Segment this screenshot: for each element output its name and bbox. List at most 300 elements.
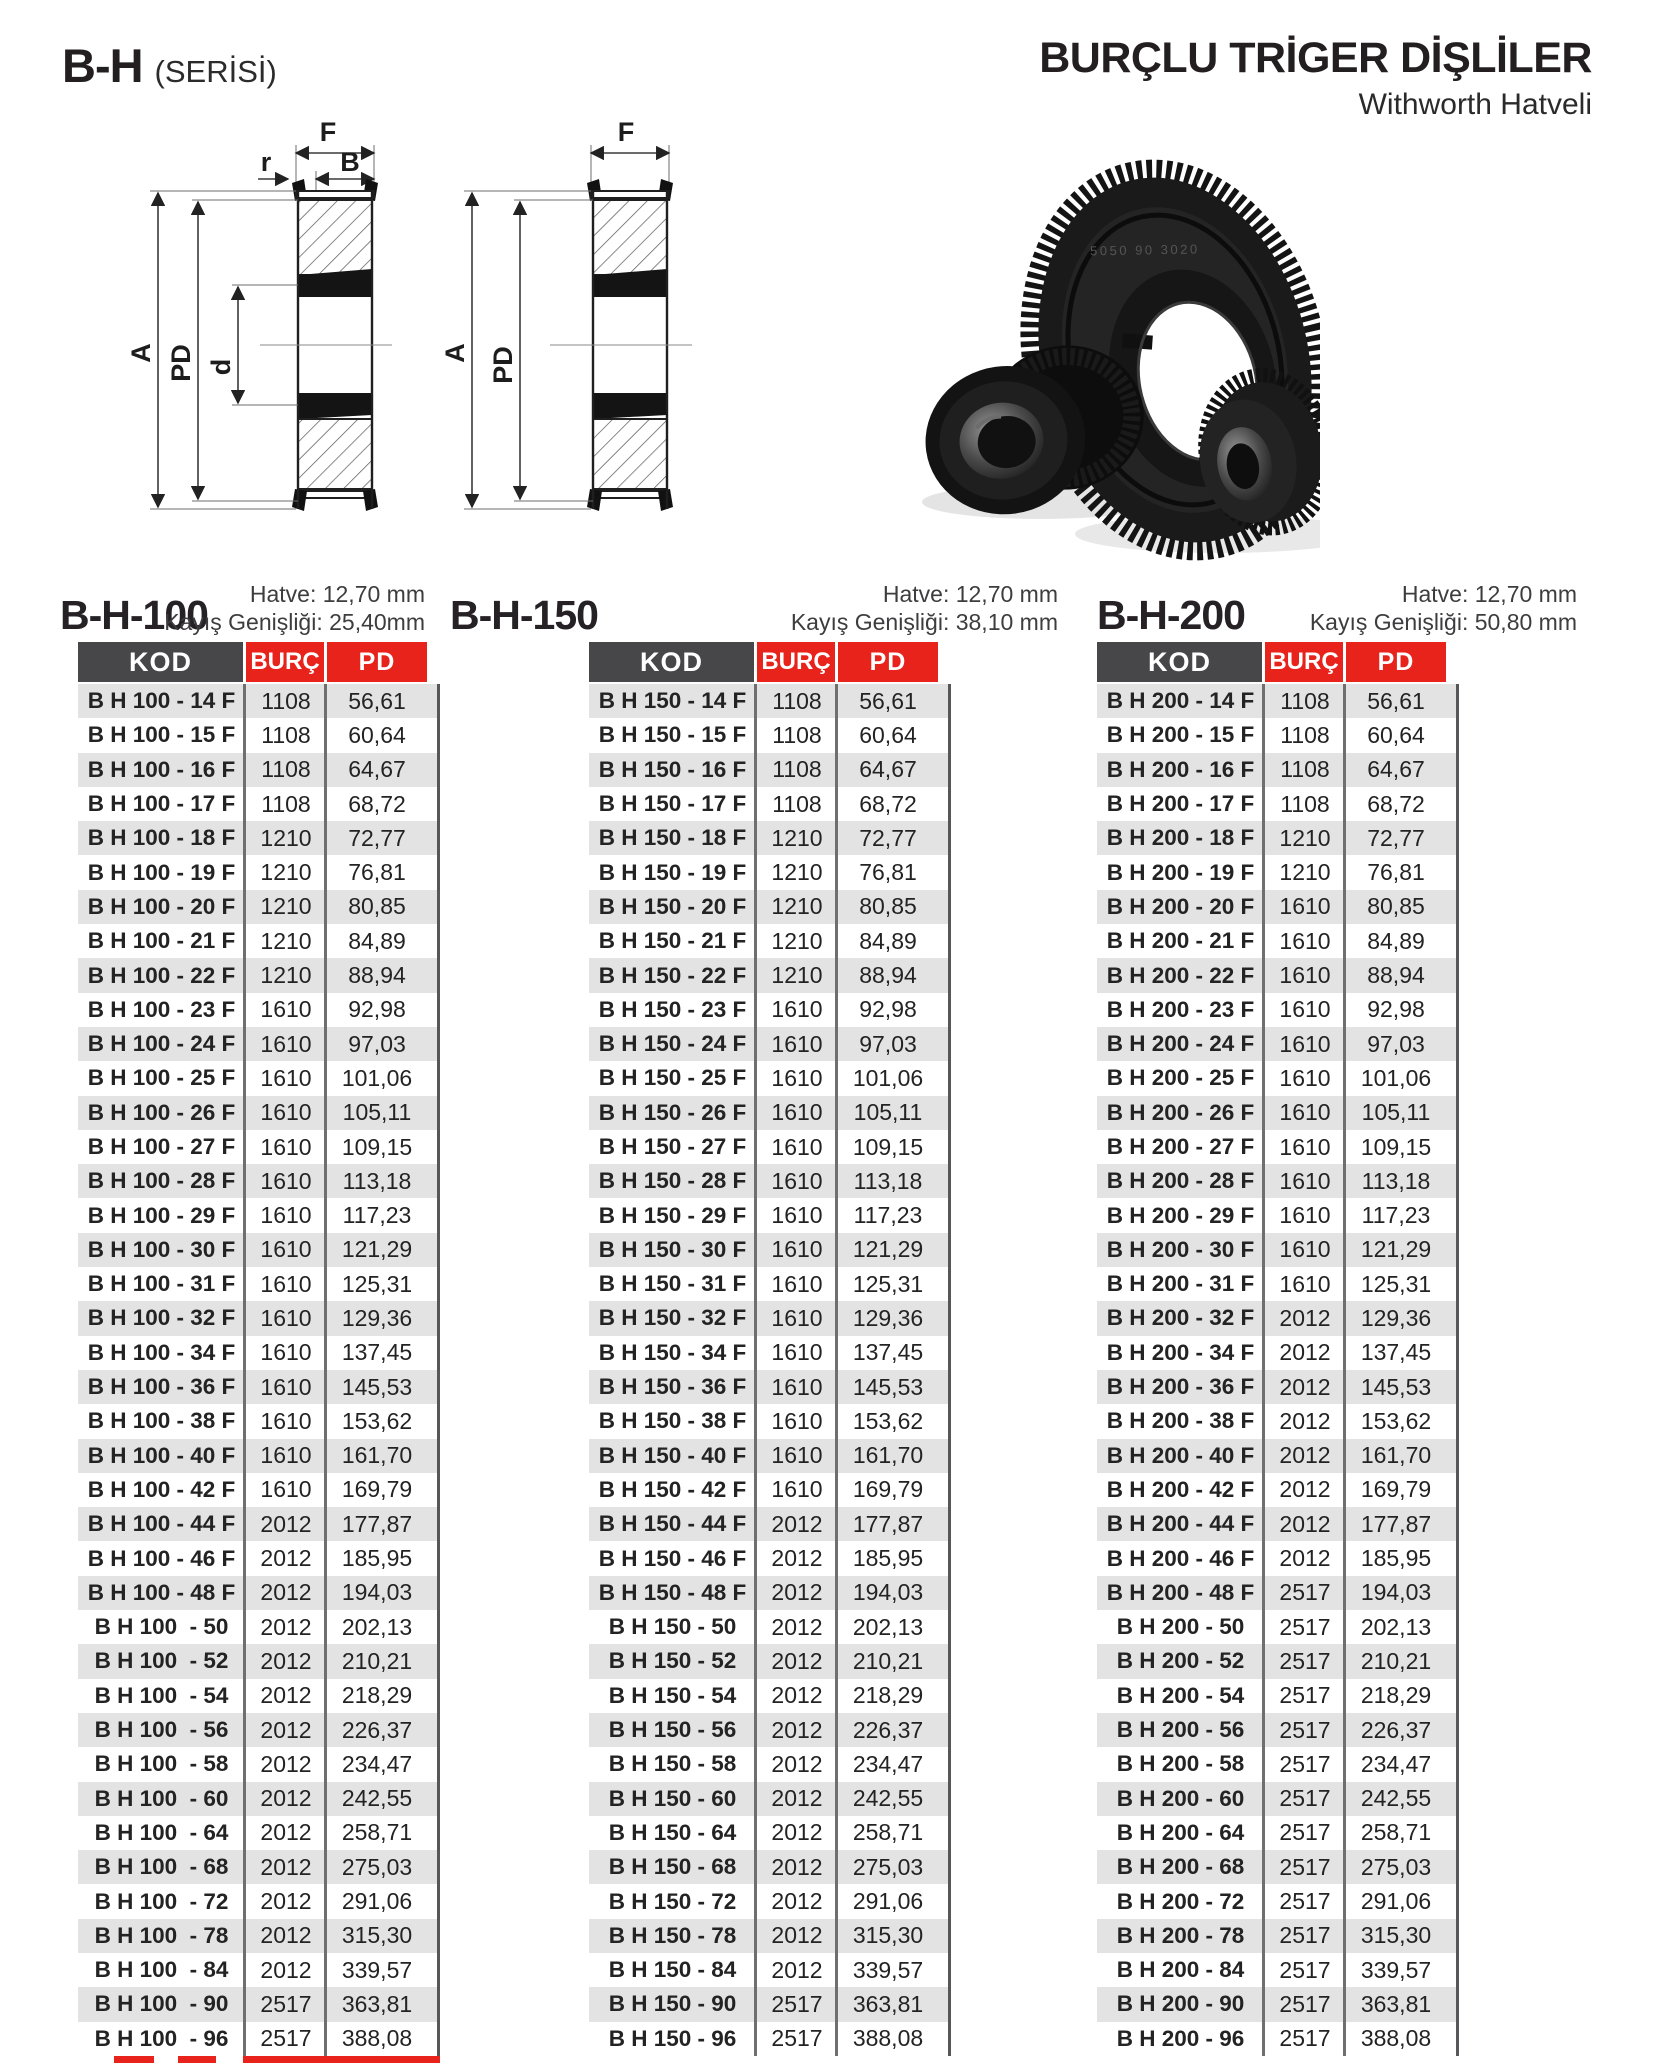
burc-cell: 1210 [771, 927, 823, 954]
page-subtitle: Withworth Hatveli [1358, 88, 1592, 121]
table-row [1097, 1439, 1459, 1473]
pd-cell: 88,94 [1367, 962, 1425, 989]
table-row [1097, 1061, 1459, 1095]
kod-cell: B H 150 - 34 F [598, 1339, 747, 1365]
column-header-kod: KOD [1097, 642, 1262, 682]
table-row [78, 1576, 440, 1610]
table-row [589, 1027, 951, 1061]
kod-cell: B H 100 - 25 F [87, 1065, 236, 1091]
kod-cell: B H 150 - 40 F [598, 1442, 747, 1468]
burc-cell: 1610 [1279, 1133, 1331, 1160]
table-row [1097, 684, 1459, 718]
kod-cell: B H 200 - 50 [1116, 1614, 1245, 1640]
table-row [1097, 1644, 1459, 1678]
burc-cell: 1108 [1280, 721, 1330, 748]
table-row [78, 684, 440, 718]
pd-cell: 113,18 [1361, 1167, 1431, 1194]
burc-cell: 2012 [260, 1922, 312, 1949]
pd-cell: 72,77 [859, 824, 917, 851]
kod-cell: B H 200 - 29 F [1106, 1202, 1255, 1228]
pd-cell: 275,03 [341, 1853, 413, 1880]
burc-cell: 2012 [771, 1956, 823, 1983]
burc-cell: 1108 [1280, 790, 1330, 817]
pd-cell: 339,57 [341, 1956, 413, 1983]
pd-cell: 177,87 [341, 1510, 413, 1537]
pd-cell: 161,70 [852, 1442, 924, 1469]
table-header [589, 642, 951, 682]
pd-cell: 80,85 [859, 893, 917, 920]
table-row [1097, 1541, 1459, 1575]
kod-cell: B H 200 - 54 [1116, 1682, 1245, 1708]
pd-cell: 60,64 [1367, 721, 1425, 748]
burc-cell: 1610 [260, 1442, 312, 1469]
pd-cell: 275,03 [852, 1853, 924, 1880]
burc-cell: 1610 [260, 1202, 312, 1229]
kod-cell: B H 150 - 23 F [598, 996, 747, 1022]
burc-cell: 2012 [260, 1853, 312, 1880]
pd-cell: 109,15 [1360, 1133, 1432, 1160]
pd-cell: 258,71 [1360, 1819, 1432, 1846]
table-title-bh150: B-H-150 [450, 592, 598, 638]
pd-cell: 137,45 [341, 1339, 413, 1366]
kod-cell: B H 150 - 96 [608, 2025, 737, 2051]
table-row [78, 1404, 440, 1438]
burc-cell: 1610 [1279, 1167, 1331, 1194]
table-row [1097, 1027, 1459, 1061]
table-row [1097, 1164, 1459, 1198]
kod-cell: B H 150 - 54 [608, 1682, 737, 1708]
kod-cell: B H 100 - 32 F [87, 1305, 236, 1331]
kod-cell: B H 200 - 68 [1116, 1854, 1245, 1880]
kayis-line: Kayış Genişliği: 38,10 mm [790, 609, 1058, 635]
kod-cell: B H 200 - 72 [1116, 1888, 1245, 1914]
column-divider [835, 684, 838, 2056]
table-row [589, 1713, 951, 1747]
burc-cell: 1610 [260, 1407, 312, 1434]
burc-cell: 2517 [1279, 1888, 1331, 1915]
kod-cell: B H 150 - 18 F [598, 825, 747, 851]
burc-cell: 2517 [1279, 1579, 1331, 1606]
burc-cell: 1210 [260, 824, 312, 851]
pd-cell: 194,03 [1360, 1579, 1432, 1606]
pd-cell: 258,71 [341, 1819, 413, 1846]
table-row [78, 1439, 440, 1473]
burc-cell: 2517 [1279, 1922, 1331, 1949]
burc-cell: 2012 [771, 1613, 823, 1640]
pd-cell: 88,94 [859, 962, 917, 989]
pd-cell: 56,61 [348, 687, 406, 714]
table-header [78, 642, 440, 682]
pd-cell: 388,08 [341, 2025, 413, 2052]
pd-cell: 194,03 [852, 1579, 924, 1606]
pd-cell: 117,23 [853, 1202, 923, 1229]
column-divider [324, 684, 327, 2056]
burc-cell: 1610 [771, 1064, 823, 1091]
burc-cell: 2012 [1279, 1476, 1331, 1503]
kod-cell: B H 100 - 58 [94, 1751, 229, 1777]
burc-cell: 2012 [1279, 1442, 1331, 1469]
pd-cell: 315,30 [1360, 1922, 1432, 1949]
pd-cell: 84,89 [348, 927, 406, 954]
kod-cell: B H 150 - 17 F [598, 791, 747, 817]
burc-cell: 2012 [260, 1750, 312, 1777]
pd-cell: 76,81 [859, 859, 917, 886]
pd-cell: 125,31 [1360, 1270, 1432, 1297]
table-row [78, 1301, 440, 1335]
table-row [78, 787, 440, 821]
table-row [1097, 1507, 1459, 1541]
kod-cell: B H 150 - 38 F [598, 1408, 747, 1434]
pd-cell: 97,03 [348, 1030, 406, 1057]
table-row [1097, 787, 1459, 821]
burc-cell: 1610 [1279, 893, 1331, 920]
pd-cell: 80,85 [1367, 893, 1425, 920]
burc-cell: 1610 [1279, 962, 1331, 989]
table-row [1097, 1919, 1459, 1953]
burc-cell: 1610 [771, 1373, 823, 1400]
kod-cell: B H 150 - 48 F [598, 1579, 747, 1605]
cut-red-mark [243, 2056, 440, 2063]
burc-cell: 2012 [771, 1545, 823, 1572]
kod-cell: B H 100 - 15 F [87, 722, 236, 748]
table-row [1097, 753, 1459, 787]
pd-cell: 202,13 [1360, 1613, 1432, 1640]
pd-cell: 218,29 [1360, 1682, 1432, 1709]
table-row [78, 1679, 440, 1713]
burc-cell: 2517 [771, 2025, 823, 2052]
table-row [589, 1336, 951, 1370]
kod-cell: B H 150 - 32 F [598, 1305, 747, 1331]
kod-cell: B H 100 - 42 F [87, 1476, 236, 1502]
burc-cell: 2012 [260, 1956, 312, 1983]
pd-cell: 202,13 [341, 1613, 413, 1640]
kod-cell: B H 100 - 54 [94, 1682, 229, 1708]
kod-cell: B H 100 - 36 F [87, 1374, 236, 1400]
pd-cell: 109,15 [852, 1133, 924, 1160]
table-row [589, 1267, 951, 1301]
dim-label-b: B [340, 147, 360, 177]
table-header [1097, 642, 1459, 682]
burc-cell: 2012 [771, 1682, 823, 1709]
kod-cell: B H 150 - 52 [608, 1648, 737, 1674]
burc-cell: 1610 [771, 996, 823, 1023]
kod-cell: B H 150 - 22 F [598, 962, 747, 988]
pd-cell: 129,36 [1360, 1304, 1432, 1331]
table-row [78, 993, 440, 1027]
kod-cell: B H 100 - 21 F [87, 928, 236, 954]
table-row [589, 2022, 951, 2056]
burc-cell: 2012 [1279, 1545, 1331, 1572]
table-row [78, 1850, 440, 1884]
table-row [1097, 1679, 1459, 1713]
burc-cell: 1210 [260, 962, 312, 989]
kod-cell: B H 150 - 56 [608, 1717, 737, 1743]
table-row [78, 1782, 440, 1816]
table-row [78, 1233, 440, 1267]
pd-cell: 105,11 [853, 1099, 923, 1126]
table-row [78, 718, 440, 752]
burc-cell: 2517 [260, 1990, 312, 2017]
burc-cell: 1610 [1279, 1270, 1331, 1297]
burc-cell: 1108 [772, 756, 822, 783]
burc-cell: 1610 [1279, 1236, 1331, 1263]
table-row [78, 1919, 440, 1953]
pd-cell: 117,23 [1361, 1202, 1431, 1229]
table-row [589, 1370, 951, 1404]
table-row [78, 1473, 440, 1507]
table-body [589, 684, 951, 2056]
burc-cell: 2517 [1279, 1785, 1331, 1812]
burc-cell: 2012 [260, 1510, 312, 1537]
table-row [1097, 1198, 1459, 1232]
pd-cell: 339,57 [852, 1956, 924, 1983]
kod-cell: B H 150 - 68 [608, 1854, 737, 1880]
burc-cell: 1210 [260, 927, 312, 954]
pd-cell: 92,98 [348, 996, 406, 1023]
kod-cell: B H 100 - 72 [94, 1888, 229, 1914]
kod-cell: B H 200 - 48 F [1106, 1579, 1255, 1605]
kod-cell: B H 200 - 58 [1116, 1751, 1245, 1777]
pd-cell: 226,37 [341, 1716, 413, 1743]
kod-cell: B H 200 - 32 F [1106, 1305, 1255, 1331]
burc-cell: 1610 [771, 1339, 823, 1366]
pd-cell: 315,30 [341, 1922, 413, 1949]
column-divider [1343, 684, 1346, 2056]
pd-cell: 194,03 [341, 1579, 413, 1606]
burc-cell: 1610 [1279, 1064, 1331, 1091]
pd-cell: 210,21 [1360, 1647, 1432, 1674]
pd-cell: 76,81 [348, 859, 406, 886]
table-row [589, 1404, 951, 1438]
burc-cell: 2012 [260, 1716, 312, 1743]
burc-cell: 1610 [771, 1236, 823, 1263]
table-row [589, 1301, 951, 1335]
burc-cell: 1610 [1279, 927, 1331, 954]
table-row [78, 1061, 440, 1095]
kod-cell: B H 150 - 29 F [598, 1202, 747, 1228]
table-row [78, 1953, 440, 1987]
dim-label-pd2: PD [488, 346, 518, 384]
table-row [589, 993, 951, 1027]
table-row [1097, 1267, 1459, 1301]
dim-label-d: d [206, 358, 236, 376]
burc-cell: 1610 [260, 1167, 312, 1194]
pd-cell: 226,37 [852, 1716, 924, 1743]
burc-cell: 1210 [771, 859, 823, 886]
table-row [589, 958, 951, 992]
table-row [1097, 1713, 1459, 1747]
kod-cell: B H 100 - 20 F [87, 893, 236, 919]
kod-cell: B H 100 - 96 [94, 2025, 229, 2051]
table-row [1097, 1987, 1459, 2021]
burc-cell: 2012 [260, 1579, 312, 1606]
pd-cell: 234,47 [341, 1750, 413, 1777]
burc-cell: 2517 [1279, 1990, 1331, 2017]
kod-cell: B H 200 - 36 F [1106, 1374, 1255, 1400]
pd-cell: 84,89 [1367, 927, 1425, 954]
kod-cell: B H 100 - 64 [94, 1819, 229, 1845]
table-row [78, 2022, 440, 2056]
pd-cell: 129,36 [852, 1304, 924, 1331]
table-row [78, 1987, 440, 2021]
table-row [589, 1610, 951, 1644]
table-row [589, 1679, 951, 1713]
kod-cell: B H 200 - 15 F [1106, 722, 1255, 748]
pd-cell: 210,21 [341, 1647, 413, 1674]
kod-cell: B H 100 - 50 [94, 1614, 229, 1640]
pd-cell: 109,15 [341, 1133, 413, 1160]
kod-cell: B H 150 - 28 F [598, 1168, 747, 1194]
kod-cell: B H 100 - 23 F [87, 996, 236, 1022]
kod-cell: B H 150 - 26 F [598, 1099, 747, 1125]
table-row [1097, 1884, 1459, 1918]
pd-cell: 153,62 [852, 1407, 924, 1434]
pd-cell: 202,13 [852, 1613, 924, 1640]
pd-cell: 56,61 [1367, 687, 1425, 714]
dim-label-pd: PD [166, 344, 196, 382]
pd-cell: 363,81 [1360, 1990, 1432, 2017]
dim-label-f: F [319, 117, 337, 147]
pd-cell: 97,03 [1367, 1030, 1425, 1057]
pd-cell: 137,45 [852, 1339, 924, 1366]
table-row [78, 855, 440, 889]
spec-block-bh200 [1237, 580, 1577, 636]
burc-cell: 1610 [771, 1167, 823, 1194]
table-row [1097, 1747, 1459, 1781]
burc-cell: 1610 [260, 1373, 312, 1400]
kod-cell: B H 200 - 21 F [1106, 928, 1255, 954]
kod-cell: B H 100 - 78 [94, 1922, 229, 1948]
table-row [78, 1027, 440, 1061]
kod-cell: B H 100 - 56 [94, 1717, 229, 1743]
table-row [589, 1953, 951, 1987]
hatve-line: Hatve: 12,70 mm [1401, 581, 1577, 607]
table-row [589, 684, 951, 718]
kod-cell: B H 200 - 20 F [1106, 893, 1255, 919]
burc-cell: 1210 [1279, 859, 1331, 886]
table-right-border [948, 684, 951, 2056]
burc-cell: 2012 [260, 1682, 312, 1709]
kod-cell: B H 150 - 27 F [598, 1134, 747, 1159]
pd-cell: 145,53 [341, 1373, 413, 1400]
pd-cell: 80,85 [348, 893, 406, 920]
kod-cell: B H 150 - 14 F [598, 688, 747, 714]
table-row [78, 1336, 440, 1370]
burc-cell: 2517 [1279, 1647, 1331, 1674]
pd-cell: 125,31 [341, 1270, 413, 1297]
burc-cell: 1610 [771, 1133, 823, 1160]
burc-cell: 2012 [260, 1545, 312, 1572]
pd-cell: 339,57 [1360, 1956, 1432, 1983]
table-row [1097, 958, 1459, 992]
table-row [589, 855, 951, 889]
burc-cell: 2517 [1279, 1716, 1331, 1743]
pd-cell: 234,47 [1360, 1750, 1432, 1777]
pd-cell: 113,18 [853, 1167, 923, 1194]
pd-cell: 185,95 [852, 1545, 924, 1572]
kod-cell: B H 100 - 34 F [87, 1339, 236, 1365]
table-row [1097, 1301, 1459, 1335]
kod-cell: B H 200 - 16 F [1106, 756, 1255, 782]
burc-cell: 2012 [1279, 1373, 1331, 1400]
burc-cell: 2012 [771, 1819, 823, 1846]
kod-cell: B H 200 - 46 F [1106, 1545, 1255, 1571]
kod-cell: B H 200 - 28 F [1106, 1168, 1255, 1194]
burc-cell: 2012 [260, 1819, 312, 1846]
table-row [78, 890, 440, 924]
column-header-kod: KOD [589, 642, 754, 682]
pd-cell: 363,81 [852, 1990, 924, 2017]
kod-cell: B H 150 - 78 [608, 1922, 737, 1948]
table-row [78, 1267, 440, 1301]
burc-cell: 1108 [772, 721, 822, 748]
burc-cell: 1610 [260, 1270, 312, 1297]
table-row [78, 821, 440, 855]
burc-cell: 1610 [260, 996, 312, 1023]
table-body [78, 684, 440, 2056]
kod-cell: B H 100 - 60 [94, 1785, 229, 1811]
pulley-cross-section-drawing-2 [430, 105, 730, 535]
burc-cell: 2012 [260, 1785, 312, 1812]
pd-cell: 64,67 [859, 756, 917, 783]
kod-cell: B H 100 - 16 F [87, 756, 236, 782]
kod-cell: B H 200 - 27 F [1106, 1134, 1255, 1159]
pd-cell: 234,47 [852, 1750, 924, 1777]
table-row [78, 1884, 440, 1918]
pd-cell: 226,37 [1360, 1716, 1432, 1743]
kod-cell: B H 100 - 22 F [87, 962, 236, 988]
dim-label-a2: A [440, 343, 470, 363]
pulley-cross-section-drawing-1 [120, 105, 430, 535]
table-row [589, 1061, 951, 1095]
burc-cell: 1108 [261, 756, 311, 783]
table-row [78, 753, 440, 787]
pd-cell: 210,21 [852, 1647, 924, 1674]
burc-cell: 1210 [260, 859, 312, 886]
kod-cell: B H 200 - 23 F [1106, 996, 1255, 1022]
burc-cell: 2012 [771, 1510, 823, 1537]
burc-cell: 2012 [1279, 1510, 1331, 1537]
spec-block-bh100 [85, 580, 425, 636]
kod-cell: B H 200 - 40 F [1106, 1442, 1255, 1468]
table-row [589, 1473, 951, 1507]
table-row [589, 924, 951, 958]
column-divider [1262, 684, 1265, 2056]
kod-cell: B H 150 - 15 F [598, 722, 747, 748]
kod-cell: B H 100 - 17 F [87, 791, 236, 817]
kod-cell: B H 150 - 64 [608, 1819, 737, 1845]
kayis-line: Kayış Genişliği: 25,40mm [164, 609, 425, 635]
burc-cell: 2517 [1279, 1750, 1331, 1777]
burc-cell: 1610 [260, 1099, 312, 1126]
pd-cell: 60,64 [348, 721, 406, 748]
pd-cell: 177,87 [852, 1510, 924, 1537]
table-row [78, 1644, 440, 1678]
table-row [589, 1096, 951, 1130]
pd-cell: 101,06 [341, 1064, 413, 1091]
column-divider [754, 684, 757, 2056]
table-row [1097, 1816, 1459, 1850]
kod-cell: B H 100 - 52 [94, 1648, 229, 1674]
table-row [1097, 1473, 1459, 1507]
page-series-title [62, 38, 277, 93]
burc-cell: 1108 [261, 721, 311, 748]
hatve-line: Hatve: 12,70 mm [882, 581, 1058, 607]
column-divider [243, 684, 246, 2056]
kod-cell: B H 100 - 44 F [87, 1511, 236, 1537]
kod-cell: B H 200 - 24 F [1106, 1031, 1255, 1057]
table-row [1097, 1096, 1459, 1130]
